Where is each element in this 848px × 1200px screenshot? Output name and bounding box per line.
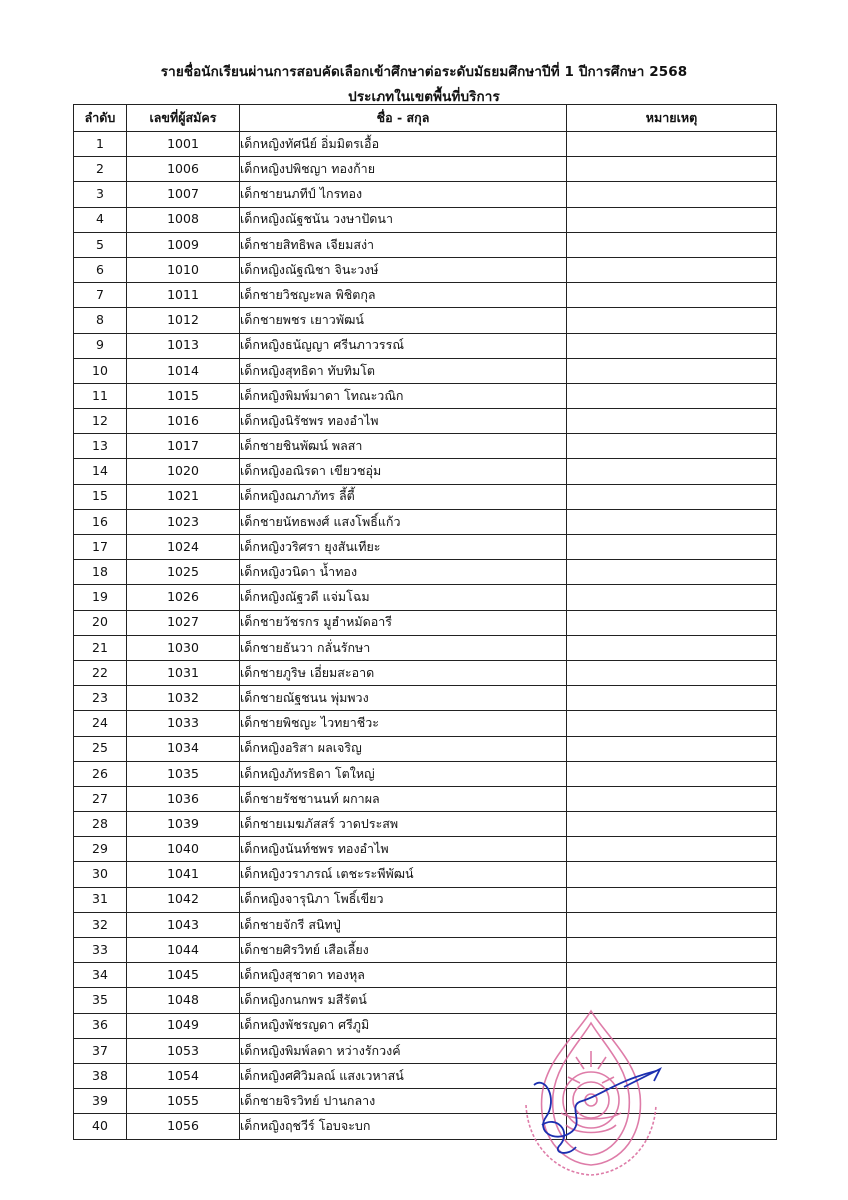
order-cell: 1 bbox=[74, 132, 127, 157]
order-cell: 10 bbox=[74, 358, 127, 383]
remarks-cell bbox=[567, 409, 777, 434]
full-name-cell: เด็กชายชินพัฒน์ พลสา bbox=[240, 434, 567, 459]
applicant-no-cell: 1012 bbox=[127, 308, 240, 333]
applicant-no-cell: 1055 bbox=[127, 1089, 240, 1114]
order-cell: 16 bbox=[74, 509, 127, 534]
table-row bbox=[74, 963, 777, 988]
applicant-no-cell: 1013 bbox=[127, 333, 240, 358]
remarks-cell bbox=[567, 207, 777, 232]
full-name-cell: เด็กหญิงวราภรณ์ เตชะระพีพัฒน์ bbox=[240, 862, 567, 887]
remarks-cell bbox=[567, 132, 777, 157]
applicant-no-cell: 1023 bbox=[127, 509, 240, 534]
remarks-cell bbox=[567, 812, 777, 837]
order-cell: 8 bbox=[74, 308, 127, 333]
remarks-cell bbox=[567, 459, 777, 484]
full-name-cell: เด็กหญิงภัทรธิดา โตใหญ่ bbox=[240, 761, 567, 786]
table-row bbox=[74, 509, 777, 534]
applicant-no-cell: 1015 bbox=[127, 383, 240, 408]
remarks-cell bbox=[567, 182, 777, 207]
remarks-cell bbox=[567, 635, 777, 660]
order-cell: 5 bbox=[74, 232, 127, 257]
full-name-cell: เด็กชายนภทีป์ ไกรทอง bbox=[240, 182, 567, 207]
table-row bbox=[74, 484, 777, 509]
table-row bbox=[74, 938, 777, 963]
remarks-cell bbox=[567, 283, 777, 308]
table-row bbox=[74, 761, 777, 786]
applicant-no-cell: 1036 bbox=[127, 786, 240, 811]
order-cell: 40 bbox=[74, 1114, 127, 1139]
applicant-no-cell: 1017 bbox=[127, 434, 240, 459]
order-cell: 23 bbox=[74, 686, 127, 711]
table-row bbox=[74, 409, 777, 434]
order-cell: 13 bbox=[74, 434, 127, 459]
full-name-cell: เด็กชายภูริษ เอี่ยมสะอาด bbox=[240, 660, 567, 685]
order-cell: 25 bbox=[74, 736, 127, 761]
full-name-cell: เด็กหญิงจารุนิภา โพธิ์เขียว bbox=[240, 887, 567, 912]
remarks-cell bbox=[567, 232, 777, 257]
full-name-cell: เด็กชายศิรวิทย์ เสือเลี้ยง bbox=[240, 938, 567, 963]
full-name-cell: เด็กหญิงปพิชญา ทองก้าย bbox=[240, 157, 567, 182]
full-name-cell: เด็กหญิงณภาภัทร ลี้ตี้ bbox=[240, 484, 567, 509]
applicant-no-cell: 1021 bbox=[127, 484, 240, 509]
column-header-full-name: ชื่อ - สกุล bbox=[240, 105, 567, 132]
order-cell: 11 bbox=[74, 383, 127, 408]
order-cell: 34 bbox=[74, 963, 127, 988]
table-row bbox=[74, 912, 777, 937]
full-name-cell: เด็กชายนัทธพงศ์ แสงโพธิ์แก้ว bbox=[240, 509, 567, 534]
applicant-no-cell: 1001 bbox=[127, 132, 240, 157]
remarks-cell bbox=[567, 157, 777, 182]
column-header-order: ลำดับ bbox=[74, 105, 127, 132]
table-row bbox=[74, 862, 777, 887]
remarks-cell bbox=[567, 509, 777, 534]
applicant-no-cell: 1030 bbox=[127, 635, 240, 660]
remarks-cell bbox=[567, 786, 777, 811]
table-row bbox=[74, 308, 777, 333]
applicant-no-cell: 1008 bbox=[127, 207, 240, 232]
full-name-cell: เด็กชายวัชรกร มูฮำหมัดอารี bbox=[240, 610, 567, 635]
remarks-cell bbox=[567, 711, 777, 736]
remarks-cell bbox=[567, 837, 777, 862]
applicant-no-cell: 1024 bbox=[127, 535, 240, 560]
remarks-cell bbox=[567, 761, 777, 786]
remarks-cell bbox=[567, 308, 777, 333]
order-cell: 15 bbox=[74, 484, 127, 509]
order-cell: 36 bbox=[74, 1013, 127, 1038]
full-name-cell: เด็กชายเมฆภัสสร์ วาดประสพ bbox=[240, 812, 567, 837]
table-row bbox=[74, 333, 777, 358]
order-cell: 7 bbox=[74, 283, 127, 308]
order-cell: 28 bbox=[74, 812, 127, 837]
remarks-cell bbox=[567, 358, 777, 383]
applicant-no-cell: 1045 bbox=[127, 963, 240, 988]
table-row bbox=[74, 157, 777, 182]
order-cell: 30 bbox=[74, 862, 127, 887]
full-name-cell: เด็กหญิงสุชาดา ทองหุล bbox=[240, 963, 567, 988]
remarks-cell bbox=[567, 887, 777, 912]
applicant-no-cell: 1011 bbox=[127, 283, 240, 308]
remarks-cell bbox=[567, 660, 777, 685]
table-row bbox=[74, 207, 777, 232]
order-cell: 22 bbox=[74, 660, 127, 685]
order-cell: 32 bbox=[74, 912, 127, 937]
order-cell: 37 bbox=[74, 1038, 127, 1063]
full-name-cell: เด็กชายรัชชานนท์ ผกาผล bbox=[240, 786, 567, 811]
remarks-cell bbox=[567, 434, 777, 459]
table-row bbox=[74, 358, 777, 383]
table-row bbox=[74, 132, 777, 157]
applicant-no-cell: 1049 bbox=[127, 1013, 240, 1038]
order-cell: 3 bbox=[74, 182, 127, 207]
table-row bbox=[74, 383, 777, 408]
full-name-cell: เด็กชายธันวา กลั่นรักษา bbox=[240, 635, 567, 660]
table-row bbox=[74, 837, 777, 862]
order-cell: 19 bbox=[74, 585, 127, 610]
remarks-cell bbox=[567, 686, 777, 711]
full-name-cell: เด็กหญิงศศิวิมลณ์ แสงเวหาสน์ bbox=[240, 1063, 567, 1088]
table-row bbox=[74, 610, 777, 635]
full-name-cell: เด็กหญิงพิมพ์มาดา โทณะวณิก bbox=[240, 383, 567, 408]
full-name-cell: เด็กหญิงสุทธิดา ทับทิมโต bbox=[240, 358, 567, 383]
full-name-cell: เด็กชายสิทธิพล เจียมสง่า bbox=[240, 232, 567, 257]
remarks-cell bbox=[567, 610, 777, 635]
remarks-cell bbox=[567, 938, 777, 963]
order-cell: 27 bbox=[74, 786, 127, 811]
remarks-cell bbox=[567, 736, 777, 761]
applicant-no-cell: 1043 bbox=[127, 912, 240, 937]
table-row bbox=[74, 257, 777, 282]
table-row bbox=[74, 182, 777, 207]
full-name-cell: เด็กชายจักรี สนิทปู่ bbox=[240, 912, 567, 937]
applicant-no-cell: 1026 bbox=[127, 585, 240, 610]
applicant-no-cell: 1035 bbox=[127, 761, 240, 786]
order-cell: 33 bbox=[74, 938, 127, 963]
full-name-cell: เด็กหญิงวนิดา น้ำทอง bbox=[240, 560, 567, 585]
applicant-no-cell: 1053 bbox=[127, 1038, 240, 1063]
full-name-cell: เด็กหญิงณัฐณิชา จินะวงษ์ bbox=[240, 257, 567, 282]
table-header-row bbox=[74, 105, 777, 132]
table-row bbox=[74, 711, 777, 736]
applicant-no-cell: 1042 bbox=[127, 887, 240, 912]
order-cell: 20 bbox=[74, 610, 127, 635]
document-subtitle: ประเภทในเขตพื้นที่บริการ bbox=[348, 89, 500, 105]
student-list-table bbox=[73, 104, 777, 1140]
applicant-no-cell: 1007 bbox=[127, 182, 240, 207]
remarks-cell bbox=[567, 484, 777, 509]
table-row bbox=[74, 887, 777, 912]
order-cell: 17 bbox=[74, 535, 127, 560]
full-name-cell: เด็กหญิงณัฐชนัน วงษาปัดนา bbox=[240, 207, 567, 232]
remarks-cell bbox=[567, 257, 777, 282]
full-name-cell: เด็กหญิงกนกพร มสีรัตน์ bbox=[240, 988, 567, 1013]
applicant-no-cell: 1044 bbox=[127, 938, 240, 963]
applicant-no-cell: 1054 bbox=[127, 1063, 240, 1088]
order-cell: 35 bbox=[74, 988, 127, 1013]
remarks-cell bbox=[567, 535, 777, 560]
remarks-cell bbox=[567, 383, 777, 408]
document-title: รายชื่อนักเรียนผ่านการสอบคัดเลือกเข้าศึกษาต่อระดับมัธยมศึกษาปีที่ 1 ปีการศึกษา 2568 bbox=[160, 64, 688, 80]
applicant-no-cell: 1016 bbox=[127, 409, 240, 434]
full-name-cell: เด็กชายพิชญะ ไวทยาชีวะ bbox=[240, 711, 567, 736]
table-row bbox=[74, 232, 777, 257]
table-row bbox=[74, 812, 777, 837]
applicant-no-cell: 1032 bbox=[127, 686, 240, 711]
applicant-no-cell: 1009 bbox=[127, 232, 240, 257]
applicant-no-cell: 1025 bbox=[127, 560, 240, 585]
full-name-cell: เด็กหญิงพิมพ์ลดา หว่างรักวงค์ bbox=[240, 1038, 567, 1063]
full-name-cell: เด็กหญิงฤชวีร์ โอบจะบก bbox=[240, 1114, 567, 1139]
full-name-cell: เด็กหญิงนิรัชพร ทองอำไพ bbox=[240, 409, 567, 434]
applicant-no-cell: 1041 bbox=[127, 862, 240, 887]
applicant-no-cell: 1027 bbox=[127, 610, 240, 635]
full-name-cell: เด็กชายพชร เยาวพัฒน์ bbox=[240, 308, 567, 333]
applicant-no-cell: 1048 bbox=[127, 988, 240, 1013]
full-name-cell: เด็กหญิงวริศรา ยุงสันเทียะ bbox=[240, 535, 567, 560]
applicant-no-cell: 1020 bbox=[127, 459, 240, 484]
column-header-remarks: หมายเหตุ bbox=[567, 105, 777, 132]
applicant-no-cell: 1056 bbox=[127, 1114, 240, 1139]
remarks-cell bbox=[567, 963, 777, 988]
order-cell: 18 bbox=[74, 560, 127, 585]
order-cell: 29 bbox=[74, 837, 127, 862]
order-cell: 38 bbox=[74, 1063, 127, 1088]
remarks-cell bbox=[567, 560, 777, 585]
order-cell: 2 bbox=[74, 157, 127, 182]
full-name-cell: เด็กหญิงนันท์ชพร ทองอำไพ bbox=[240, 837, 567, 862]
applicant-no-cell: 1014 bbox=[127, 358, 240, 383]
table-row bbox=[74, 585, 777, 610]
full-name-cell: เด็กหญิงอณิรดา เขียวชอุ่ม bbox=[240, 459, 567, 484]
applicant-no-cell: 1031 bbox=[127, 660, 240, 685]
applicant-no-cell: 1039 bbox=[127, 812, 240, 837]
table-row bbox=[74, 635, 777, 660]
order-cell: 14 bbox=[74, 459, 127, 484]
table-row bbox=[74, 786, 777, 811]
school-seal bbox=[506, 1005, 676, 1180]
column-header-applicant-no: เลขที่ผู้สมัคร bbox=[127, 105, 240, 132]
full-name-cell: เด็กหญิงพัชรญดา ศรีภูมิ bbox=[240, 1013, 567, 1038]
order-cell: 24 bbox=[74, 711, 127, 736]
order-cell: 39 bbox=[74, 1089, 127, 1114]
remarks-cell bbox=[567, 912, 777, 937]
table-row bbox=[74, 686, 777, 711]
order-cell: 9 bbox=[74, 333, 127, 358]
order-cell: 31 bbox=[74, 887, 127, 912]
table-row bbox=[74, 535, 777, 560]
order-cell: 12 bbox=[74, 409, 127, 434]
order-cell: 4 bbox=[74, 207, 127, 232]
table-row bbox=[74, 434, 777, 459]
full-name-cell: เด็กชายจิรวิทย์ ปานกลาง bbox=[240, 1089, 567, 1114]
order-cell: 26 bbox=[74, 761, 127, 786]
applicant-no-cell: 1034 bbox=[127, 736, 240, 761]
remarks-cell bbox=[567, 862, 777, 887]
order-cell: 21 bbox=[74, 635, 127, 660]
applicant-no-cell: 1010 bbox=[127, 257, 240, 282]
applicant-no-cell: 1033 bbox=[127, 711, 240, 736]
table-row bbox=[74, 736, 777, 761]
remarks-cell bbox=[567, 585, 777, 610]
full-name-cell: เด็กหญิงทัศนีย์ อิ่มมิตรเอื้อ bbox=[240, 132, 567, 157]
table-row bbox=[74, 660, 777, 685]
table-row bbox=[74, 560, 777, 585]
full-name-cell: เด็กชายวิชญะพล พิชิตกุล bbox=[240, 283, 567, 308]
applicant-no-cell: 1040 bbox=[127, 837, 240, 862]
table-row bbox=[74, 283, 777, 308]
full-name-cell: เด็กชายณัฐชนน พุ่มพวง bbox=[240, 686, 567, 711]
table-row bbox=[74, 459, 777, 484]
full-name-cell: เด็กหญิงธนัญญา ศรีนภาวรรณ์ bbox=[240, 333, 567, 358]
full-name-cell: เด็กหญิงณัฐวดี แจ่มโฉม bbox=[240, 585, 567, 610]
remarks-cell bbox=[567, 333, 777, 358]
full-name-cell: เด็กหญิงอริสา ผลเจริญ bbox=[240, 736, 567, 761]
order-cell: 6 bbox=[74, 257, 127, 282]
applicant-no-cell: 1006 bbox=[127, 157, 240, 182]
